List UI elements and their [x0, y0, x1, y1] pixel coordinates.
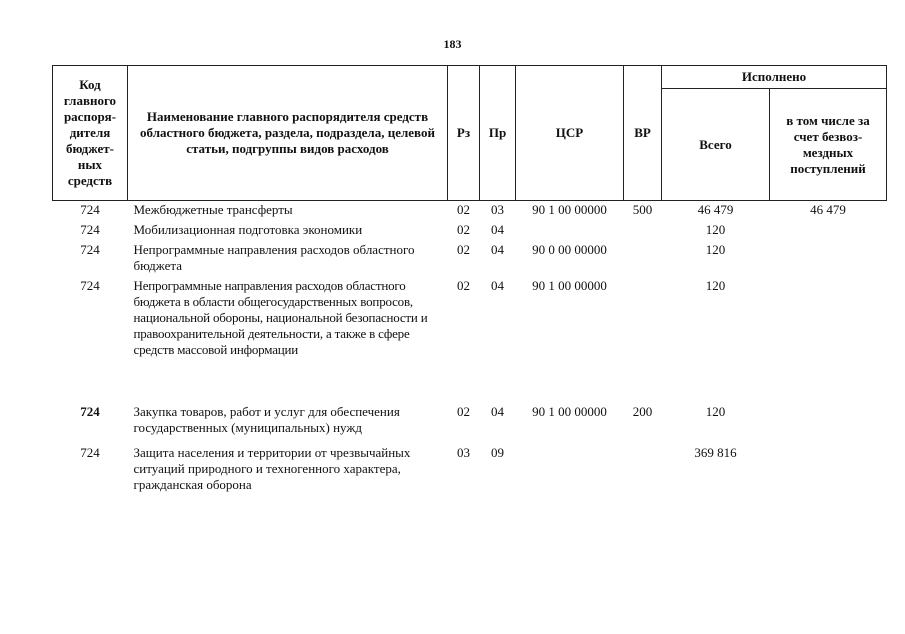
cell-code: 724: [80, 404, 100, 419]
cell-vr: [624, 221, 662, 241]
header-vr: ВР: [624, 66, 662, 201]
cell-csr: 90 1 00 00000: [532, 202, 607, 217]
cell-name: Закупка товаров, работ и услуг для обеспечения государственных (муниципальных) нужд: [133, 404, 400, 435]
header-rz: Рз: [448, 66, 480, 201]
cell-code: 724: [80, 202, 100, 217]
cell-name: Межбюджетные трансферты: [133, 202, 293, 217]
cell-csr: 90 1 00 00000: [532, 278, 607, 293]
cell-code: 724: [80, 242, 100, 257]
cell-vr: [624, 439, 662, 496]
cell-gratis: [770, 439, 887, 496]
cell-total: 369 816: [694, 445, 737, 460]
cell-rz: 02: [457, 242, 470, 257]
budget-table: [52, 65, 887, 496]
cell-rz: 02: [457, 404, 470, 419]
cell-pr: 04: [491, 222, 504, 237]
header-csr: ЦСР: [516, 66, 624, 201]
table-row: [53, 403, 887, 439]
cell-csr: [516, 221, 624, 241]
cell-gratis: [770, 241, 887, 277]
cell-pr: 04: [491, 404, 504, 419]
cell-total: 120: [705, 278, 726, 293]
cell-rz: 02: [457, 202, 470, 217]
cell-name: Непрограммные направления расходов областного бюджета: [133, 242, 415, 273]
page-number: 183: [443, 37, 462, 51]
cell-gratis: 46 479: [810, 202, 846, 217]
cell-total: 120: [705, 242, 726, 257]
cell-name: Мобилизационная подготовка экономики: [133, 222, 363, 237]
cell-rz: 02: [457, 222, 470, 237]
cell-csr: 90 0 00 00000: [532, 242, 607, 257]
table-row: [53, 221, 887, 241]
cell-vr: [624, 241, 662, 277]
header-pr: Пр: [480, 66, 516, 201]
table-body: [53, 201, 887, 497]
cell-pr: 03: [491, 202, 504, 217]
cell-pr: 04: [491, 278, 504, 293]
cell-csr: [516, 439, 624, 496]
cell-code: 724: [80, 222, 100, 237]
cell-code: 724: [80, 278, 100, 293]
table-row: [53, 277, 887, 361]
cell-rz: 03: [457, 445, 470, 460]
cell-gratis: [770, 277, 887, 361]
table-row: [53, 201, 887, 222]
cell-name: Непрограммные направления расходов областного бюджета в области общегосударственных вопросов, национальной обороны, национальной безопасности и правоохранительной деятельности, а также в сфере средств массовой информации: [133, 278, 428, 357]
cell-vr: [624, 277, 662, 361]
header-name: Наименование главного распорядителя средств областного бюджета, раздела, подраздела, целевой статьи, подгруппы видов расходов: [128, 66, 448, 201]
cell-name: Защита населения и территории от чрезвычайных ситуаций природного и техногенного характера, гражданская оборона: [133, 445, 411, 492]
cell-pr: 09: [491, 445, 504, 460]
cell-total: 120: [705, 404, 726, 419]
cell-rz: 02: [457, 278, 470, 293]
header-code: Код главного распоря-дителя бюджет-ных средств: [53, 66, 128, 201]
table-header: [53, 66, 887, 201]
cell-total: 46 479: [697, 202, 734, 217]
spacer-row: [53, 361, 887, 403]
cell-vr: 200: [632, 404, 653, 419]
cell-gratis: [770, 403, 887, 439]
cell-vr: 500: [632, 202, 653, 217]
header-executed: Исполнено: [662, 66, 887, 89]
header-total: Всего: [662, 89, 770, 201]
cell-total: 120: [705, 222, 726, 237]
table-row: [53, 439, 887, 496]
header-gratis: в том числе за счет безвоз-мездных поступлений: [770, 89, 887, 201]
table-row: [53, 241, 887, 277]
cell-csr: 90 1 00 00000: [532, 404, 607, 419]
cell-gratis: [770, 221, 887, 241]
cell-pr: 04: [491, 242, 504, 257]
cell-code: 724: [80, 445, 100, 460]
